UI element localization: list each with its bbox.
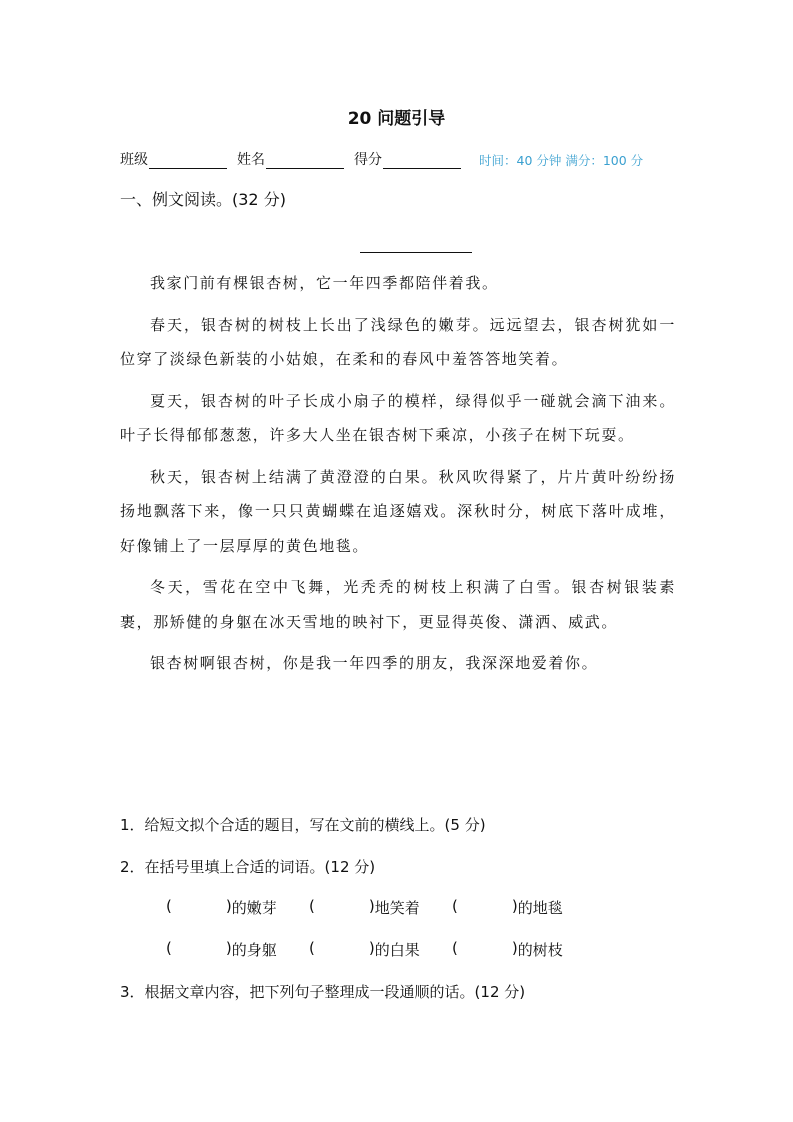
name-blank[interactable] <box>266 154 344 169</box>
close-paren: ) <box>511 897 518 915</box>
passage-paragraph: 冬天，雪花在空中飞舞，光秃秃的树枝上积满了白雪。银杏树银装素裹，那矫健的身躯在冰天雪地的映衬下，更显得英俊、潇洒、威武。 <box>120 578 676 631</box>
student-info-row <box>120 149 680 169</box>
class-label: 班级 <box>120 152 148 168</box>
open-paren: ( <box>452 939 458 957</box>
open-paren: ( <box>166 897 172 915</box>
fill-blank-item <box>166 897 309 918</box>
blank-suffix: 的树枝 <box>517 941 563 959</box>
open-paren: ( <box>309 897 315 915</box>
question-3: 3．根据文章内容，把下列句子整理成一段通顺的话。(12 分) <box>120 983 526 1001</box>
close-paren: ) <box>511 939 518 957</box>
open-paren: ( <box>309 939 315 957</box>
fill-blank-row-1 <box>166 897 595 918</box>
name-label: 姓名 <box>237 152 265 168</box>
blank-space[interactable] <box>172 897 226 918</box>
close-paren: ) <box>368 939 375 957</box>
class-blank[interactable] <box>149 154 227 169</box>
fill-blank-item <box>309 939 452 960</box>
score-label: 得分 <box>354 152 382 168</box>
class-field <box>120 149 227 169</box>
passage-paragraph: 银杏树啊银杏树，你是我一年四季的朋友，我深深地爱着你。 <box>150 654 599 672</box>
blank-space[interactable] <box>172 939 226 960</box>
score-field <box>354 149 461 169</box>
blank-space[interactable] <box>315 939 369 960</box>
fill-blank-item <box>309 897 452 918</box>
title-answer-line[interactable] <box>360 252 472 253</box>
section-heading: 一、例文阅读。(32 分) <box>120 190 286 209</box>
question-1: 1．给短文拟个合适的题目，写在文前的横线上。(5 分) <box>120 816 486 834</box>
page-title: 20 问题引导 <box>347 109 446 129</box>
passage-paragraph: 春天，银杏树的树枝上长出了浅绿色的嫩芽。远远望去，银杏树犹如一位穿了淡绿色新装的小姑娘，在柔和的春风中羞答答地笑着。 <box>120 315 676 368</box>
question-2: 2．在括号里填上合适的词语。(12 分) <box>120 858 376 876</box>
open-paren: ( <box>452 897 458 915</box>
close-paren: ) <box>225 897 232 915</box>
close-paren: ) <box>225 939 232 957</box>
blank-suffix: 的地毯 <box>517 899 563 917</box>
blank-suffix: 的身躯 <box>231 941 277 959</box>
blank-space[interactable] <box>315 897 369 918</box>
reading-passage <box>120 266 676 688</box>
blank-suffix: 的嫩芽 <box>231 899 277 917</box>
passage-paragraph: 夏天，银杏树的叶子长成小扇子的模样，绿得似乎一碰就会滴下油来。叶子长得郁郁葱葱，许多大人坐在银杏树下乘凉，小孩子在树下玩耍。 <box>120 391 676 444</box>
passage-paragraph: 秋天，银杏树上结满了黄澄澄的白果。秋风吹得紧了，片片黄叶纷纷扬扬地飘落下来，像一只只黄蝴蝶在追逐嬉戏。深秋时分，树底下落叶成堆，好像铺上了一层厚厚的黄色地毯。 <box>120 467 676 555</box>
time-info: 时间：40 分钟 满分：100 分 <box>479 153 644 168</box>
blank-suffix: 地笑着 <box>374 899 420 917</box>
fill-blank-item <box>452 939 595 960</box>
passage-paragraph: 我家门前有棵银杏树，它一年四季都陪伴着我。 <box>150 274 499 292</box>
fill-blank-row-2 <box>166 939 595 960</box>
blank-suffix: 的白果 <box>374 941 420 959</box>
fill-blank-item <box>452 897 595 918</box>
name-field <box>237 149 344 169</box>
blank-space[interactable] <box>458 897 512 918</box>
score-blank[interactable] <box>383 154 461 169</box>
open-paren: ( <box>166 939 172 957</box>
close-paren: ) <box>368 897 375 915</box>
blank-space[interactable] <box>458 939 512 960</box>
fill-blank-item <box>166 939 309 960</box>
